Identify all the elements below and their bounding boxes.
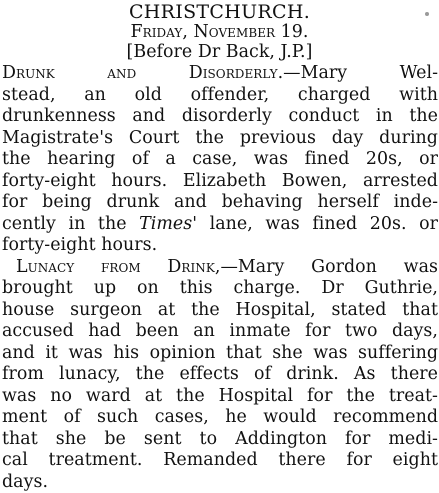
section-heading: CHRISTCHURCH. [128, 1, 311, 23]
article-line [2, 320, 438, 342]
article-line [16, 256, 438, 278]
line-text: —Mary Gordon was [220, 256, 438, 277]
article-line [2, 191, 438, 213]
line-text: forty-eight hours. [2, 235, 158, 255]
article-line [2, 428, 438, 450]
article-line [2, 213, 438, 235]
article-line [2, 385, 438, 407]
line-text: lane, was fined 20s. or [197, 213, 438, 234]
line-text: accused had been an inmate for two days, [2, 321, 438, 341]
line-text: stead, an old offender, charged with [2, 84, 438, 105]
article-line [2, 84, 438, 106]
article-line [2, 105, 438, 127]
line-text: days. [2, 471, 49, 492]
line-text: drunkenness and disorderly conduct in the [2, 106, 438, 126]
line-text: the hearing of a case, was fined 20s, or [2, 149, 438, 169]
line-text: that she be sent to Addington for medi- [2, 428, 438, 449]
line-text: —Mary Wel- [283, 63, 439, 83]
case-title: Lunacy from Drink, [16, 256, 221, 277]
article-line [2, 62, 438, 84]
magistrate-line: [Before Dr Back, J.P.] [126, 42, 313, 62]
date-line: Friday, November 19. [130, 22, 309, 42]
article-line [2, 363, 438, 385]
article-line [2, 170, 438, 192]
article-line [2, 471, 438, 493]
line-text: ment of such cases, he would recommend [2, 407, 438, 427]
article-line [2, 148, 438, 170]
article-line [2, 449, 438, 471]
line-text: was no ward at the Hospital for the treat- [2, 385, 438, 406]
line-text: Magistrate's Court the previous day during [2, 127, 438, 148]
line-text: cently in the [2, 213, 140, 234]
case-title: Drunk and Disorderly. [2, 63, 284, 83]
line-text: forty-eight hours. Elizabeth Bowen, arrested [2, 170, 438, 191]
article-line [2, 406, 438, 428]
article-line [2, 277, 438, 299]
line-text: and it was his opinion that she was suffering [2, 342, 438, 363]
article-line [2, 299, 438, 321]
newspaper-name: Times' [139, 213, 198, 234]
line-text: house surgeon at the Hospital, stated that [2, 299, 438, 320]
line-text: brought up on this charge. Dr Guthrie, [2, 278, 438, 298]
line-text: cal treatment. Remanded there for eight [2, 450, 438, 470]
article-line [2, 127, 438, 149]
article-line [2, 342, 438, 364]
article-line [2, 234, 438, 256]
line-text: for being drunk and behaving herself inde- [2, 192, 438, 212]
line-text: from lunacy, the effects of drink. As there [2, 364, 438, 384]
